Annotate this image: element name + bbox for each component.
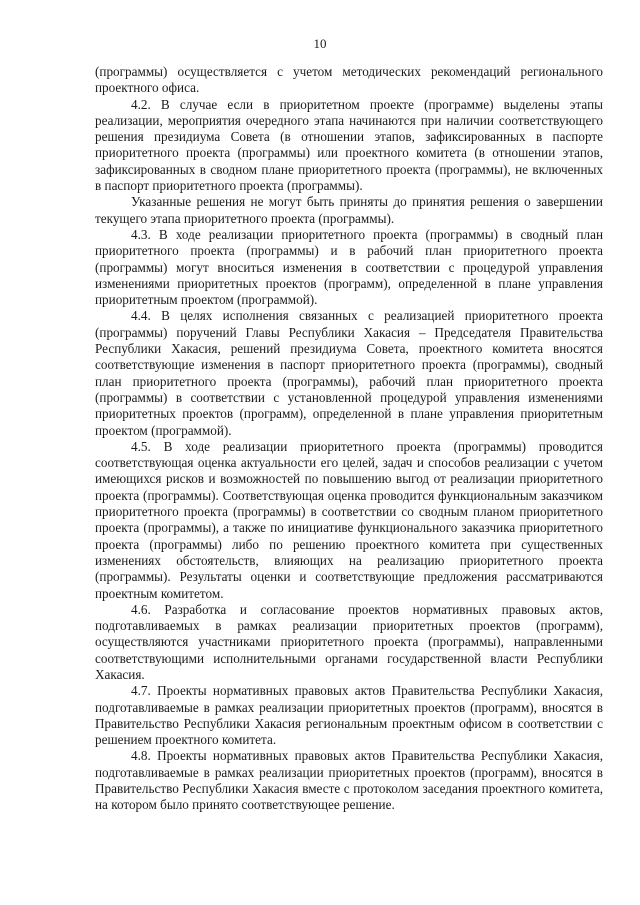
paragraph-4-3: 4.3. В ходе реализации приоритетного проекта (программы) в сводный план приоритетного проекта (программы) и в рабочий план приоритетного проекта (программы) могут вноситься изменения в соответствии с процедурой управления изменениями приоритетных проектов (программ), определенной в плане управления приоритетным проектом (программой). bbox=[95, 226, 603, 308]
paragraph-4-2: 4.2. В случае если в приоритетном проекте (программе) выделены этапы реализации, мероприятия очередного этапа начинаются при наличии соответствующего решения президиума Совета (в отношении этапов, зафиксированных в паспорте приоритетного проекта (программы) или проектного комитета (в отношении этапов, зафиксированных в сводном плане приоритетного проекта (программы), не включенных в паспорт приоритетного проекта (программы). bbox=[95, 96, 603, 194]
paragraph-4-2-note: Указанные решения не могут быть приняты до принятия решения о завершении текущего этапа приоритетного проекта (программы). bbox=[95, 194, 603, 226]
paragraph-4-6: 4.6. Разработка и согласование проектов нормативных правовых актов, подготавливаемых в рамках реализации приоритетных проектов (программ), осуществляются участниками приоритетного проекта (программы), направленными соответствующими исполнительными органами государственной власти Республики Хакасия. bbox=[95, 601, 603, 682]
paragraph-4-7: 4.7. Проекты нормативных правовых актов Правительства Республики Хакасия, подготавливаемые в рамках реализации приоритетных проектов (программ), вносятся в Правительство Республики Хакасия региональным проектным офисом в соответствии с решением проектного комитета. bbox=[95, 683, 603, 748]
document-body bbox=[95, 64, 603, 814]
paragraph-4-4: 4.4. В целях исполнения связанных с реализацией приоритетного проекта (программы) поручений Главы Республики Хакасия – Председателя Правительства Республики Хакасия, решений президиума Совета, проектного комитета вносятся соответствующие изменения в паспорт приоритетного проекта (программы), сводный план приоритетного проекта (программы), рабочий план приоритетного проекта (программы) в соответствии с установленной процедурой управления изменениями приоритетных проектов (программ), определенной в плане управления приоритетным проектом (программой). bbox=[95, 308, 603, 438]
paragraph-continuation: (программы) осуществляется с учетом методических рекомендаций регионального проектного офиса. bbox=[95, 64, 603, 96]
paragraph-4-8: 4.8. Проекты нормативных правовых актов Правительства Республики Хакасия, подготавливаемые в рамках реализации приоритетных проектов (программ), вносятся в Правительство Республики Хакасия вместе с протоколом заседания проектного комитета, на котором было принято соответствующее решение. bbox=[95, 748, 603, 813]
page-number: 10 bbox=[313, 36, 327, 51]
paragraph-4-5: 4.5. В ходе реализации приоритетного проекта (программы) проводится соответствующая оценка актуальности его целей, задач и способов реализации с учетом имеющихся рисков и возможностей по повышению выгод от реализации приоритетного проекта (программы). Соответствующая оценка проводится функциональным заказчиком приоритетного проекта (программы) в соответствии со сводным планом приоритетного проекта (программы), а также по инициативе функционального заказчика приоритетного проекта (программы) либо по решению проектного комитета при существенных изменениях обстоятельств, влияющих на реализацию приоритетного проекта (программы). Результаты оценки и соответствующие предложения рассматриваются проектным комитетом. bbox=[95, 438, 603, 601]
